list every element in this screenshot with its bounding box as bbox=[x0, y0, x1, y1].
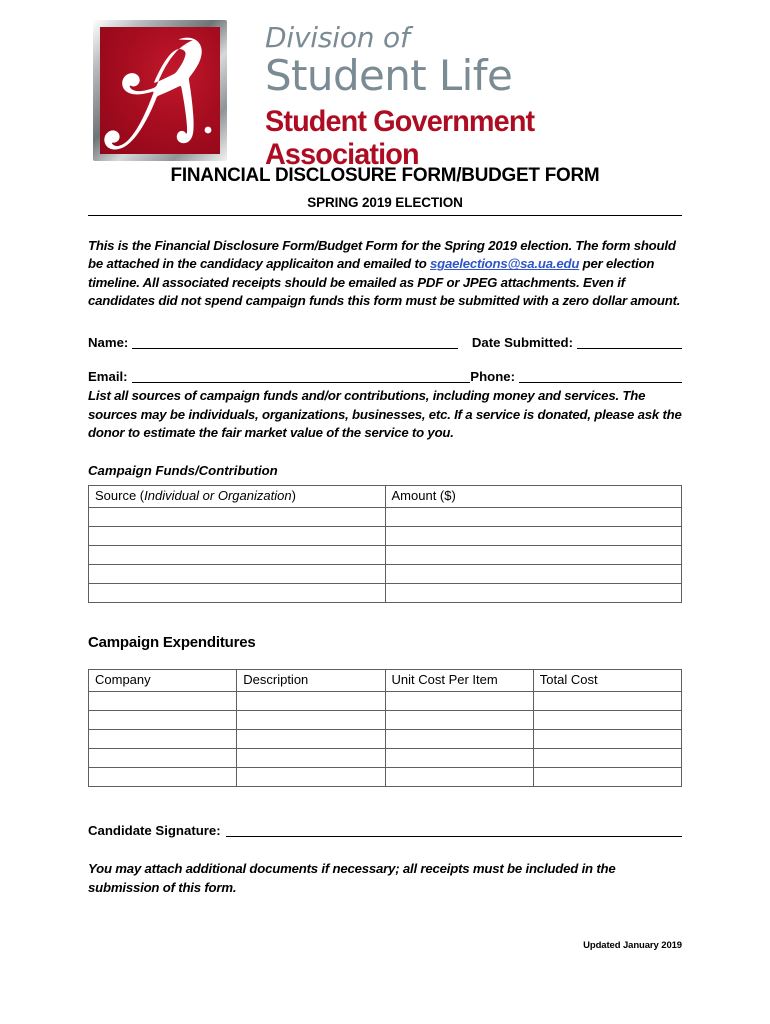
cell-source[interactable] bbox=[89, 508, 386, 527]
cell-unit-cost[interactable] bbox=[385, 749, 533, 768]
cell-description[interactable] bbox=[237, 768, 385, 787]
cell-amount[interactable] bbox=[385, 546, 682, 565]
table-row bbox=[89, 730, 682, 749]
expenditures-heading: Campaign Expenditures bbox=[88, 634, 256, 652]
cell-unit-cost[interactable] bbox=[385, 730, 533, 749]
table-header-row bbox=[89, 670, 682, 692]
cell-company[interactable] bbox=[89, 692, 237, 711]
alabama-a-logo bbox=[88, 18, 233, 166]
cell-company[interactable] bbox=[89, 730, 237, 749]
cell-amount[interactable] bbox=[385, 584, 682, 603]
phone-label: Phone: bbox=[470, 368, 515, 384]
intro-text-part1: This is the Financial Disclosure Form/Budget Form for the Spring 2019 election. The form should be attached in the candidacy applicaiton and emailed to bbox=[88, 238, 676, 272]
table-row bbox=[89, 546, 682, 565]
footer-updated: Updated January 2019 bbox=[583, 939, 682, 951]
expenditures-table bbox=[88, 669, 682, 787]
page-title: FINANCIAL DISCLOSURE FORM/BUDGET FORM bbox=[170, 164, 600, 186]
table-row bbox=[89, 692, 682, 711]
header-source-prefix: Source ( bbox=[95, 488, 145, 504]
cell-source[interactable] bbox=[89, 527, 386, 546]
signature-row bbox=[88, 823, 682, 838]
candidate-signature-label: Candidate Signature: bbox=[88, 823, 221, 839]
cell-description[interactable] bbox=[237, 711, 385, 730]
table-row bbox=[89, 508, 682, 527]
wordmark-sga: Student Government Association bbox=[265, 105, 535, 172]
header-cell-total-cost: Total Cost bbox=[533, 670, 681, 692]
wordmark bbox=[233, 18, 682, 171]
applicant-fields bbox=[88, 335, 682, 384]
cell-company[interactable] bbox=[89, 768, 237, 787]
cell-total-cost[interactable] bbox=[533, 711, 681, 730]
title-divider bbox=[88, 215, 682, 216]
cell-source[interactable] bbox=[89, 584, 386, 603]
letterhead bbox=[88, 0, 682, 172]
cell-unit-cost[interactable] bbox=[385, 711, 533, 730]
cell-company[interactable] bbox=[89, 711, 237, 730]
cell-total-cost[interactable] bbox=[533, 730, 681, 749]
script-a-icon bbox=[100, 27, 220, 154]
header-cell-company: Company bbox=[89, 670, 237, 692]
email-label: Email: bbox=[88, 368, 128, 384]
name-label: Name: bbox=[88, 334, 129, 350]
sga-elections-email-link[interactable]: sgaelections@sa.ua.edu bbox=[430, 256, 580, 272]
intro-text-part2: per election timeline. All associated receipts should be emailed as PDF or JPEG attachments. Even if candidates did not spend campaign funds this form must be submitted with a zero dollar amount. bbox=[88, 256, 681, 309]
table-row bbox=[89, 711, 682, 730]
sources-instructions: List all sources of campaign funds and/or contributions, including money and services. The sources may be individuals, organizations, businesses, etc. If a service is donated, please ask the donor to estimate the fair market value of the service to you. bbox=[88, 387, 682, 441]
logo-crimson-field bbox=[100, 27, 220, 154]
table-row bbox=[89, 584, 682, 603]
date-submitted-label: Date Submitted: bbox=[471, 334, 573, 350]
wordmark-division: Division of bbox=[265, 21, 410, 54]
table-row bbox=[89, 768, 682, 787]
email-phone-row bbox=[88, 369, 682, 384]
page-subtitle: SPRING 2019 ELECTION bbox=[307, 195, 463, 210]
logo-frame bbox=[93, 20, 227, 161]
date-submitted-input[interactable] bbox=[577, 335, 682, 349]
closing-note: You may attach additional documents if necessary; all receipts must be included in the submission of this form. bbox=[88, 861, 616, 895]
wordmark-student-life: Student Life bbox=[265, 50, 513, 100]
cell-amount[interactable] bbox=[385, 508, 682, 527]
cell-source[interactable] bbox=[89, 546, 386, 565]
cell-company[interactable] bbox=[89, 749, 237, 768]
document-content bbox=[88, 0, 682, 951]
cell-total-cost[interactable] bbox=[533, 768, 681, 787]
table-header-row bbox=[89, 486, 682, 508]
table-row bbox=[89, 565, 682, 584]
cell-description[interactable] bbox=[237, 730, 385, 749]
contributions-table bbox=[88, 485, 682, 603]
table-row bbox=[89, 527, 682, 546]
cell-total-cost[interactable] bbox=[533, 749, 681, 768]
cell-description[interactable] bbox=[237, 692, 385, 711]
header-cell-description: Description bbox=[237, 670, 385, 692]
contributions-table-caption: Campaign Funds/Contribution bbox=[88, 463, 278, 479]
header-source-suffix: ) bbox=[291, 488, 296, 504]
intro-paragraph bbox=[88, 237, 682, 311]
candidate-signature-input[interactable] bbox=[226, 823, 682, 837]
header-cell-amount: Amount ($) bbox=[385, 486, 682, 508]
table-row bbox=[89, 749, 682, 768]
cell-description[interactable] bbox=[237, 749, 385, 768]
cell-unit-cost[interactable] bbox=[385, 692, 533, 711]
cell-amount[interactable] bbox=[385, 527, 682, 546]
name-date-row bbox=[88, 335, 682, 350]
email-input[interactable] bbox=[132, 369, 471, 383]
header-cell-source bbox=[89, 486, 386, 508]
phone-input[interactable] bbox=[519, 369, 682, 383]
header-cell-unit-cost: Unit Cost Per Item bbox=[385, 670, 533, 692]
cell-unit-cost[interactable] bbox=[385, 768, 533, 787]
cell-source[interactable] bbox=[89, 565, 386, 584]
cell-amount[interactable] bbox=[385, 565, 682, 584]
name-input[interactable] bbox=[132, 335, 458, 349]
header-source-italic: Individual or Organization bbox=[144, 488, 292, 504]
cell-total-cost[interactable] bbox=[533, 692, 681, 711]
